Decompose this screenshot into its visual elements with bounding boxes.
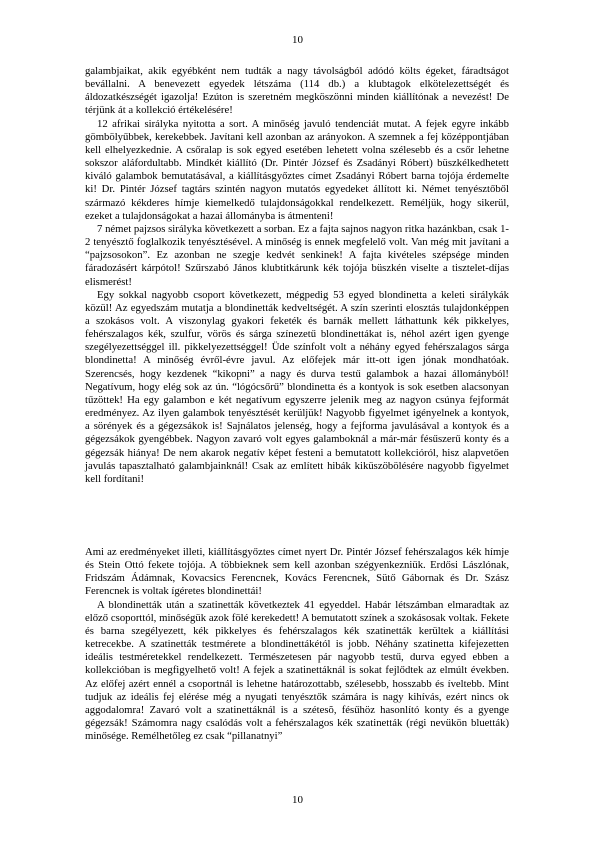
text-block-2 xyxy=(85,546,509,743)
page-number-bottom: 10 xyxy=(292,794,303,806)
paragraph: Egy sokkal nagyobb csoport következett, mégpedig 53 egyed blondinetta a keleti sirálykák közül! Az egyedszám mutatja a blondinetták kedveltségét. A szín szerinti elosztás tulajdonképpen a szokásos volt. A viszonylag gyakori feketék és barnák mellett láthattunk kék pikkelyes, fehérszalagos kék, szulfur, vörös és sárga színezetű blondinettákat is, néhol azért igen gyenge szegélyezettséggel ill. pikkelyezettséggel! Üde színfolt volt a néhány egyed fehérszalagos sárga blondinetta! A minőség évről-évre javul. Az előfejek már itt-ott igen jónak mondhatóak. Szerencsés, hogy kezdenek “kikopni” a nagy és durva testű galambok a hazai állományból! Negatívum, hogy elég sok az ún. “lógócsőrű” blondinetta és a kontyok is sok esetben alacsonyan tűzöttek! Ha egy galambon e két negatívum egyszerre jelenik meg az nagyon csúnya fejformát eredményez. Az ilyen galambok tenyésztését kerüljük! Nagyobb figyelmet igényelnek a kontyok, a sörények és a gégezsákok is! Sajnálatos jelenség, hogy a fejforma javulásával a kontyok és a gégezsákok gyengébbek. Nagyon zavaró volt egyes galamboknál a már-már fésűszerű konty és a gégezsák hiánya! De nem akarok negatív képet festeni a bemutatott kollekcióról, hisz alapvetően javulás tapasztalható galambjainknál! Csak az említett hibák kiküszöbölésére nagyobb figyelmet kell fordítani! xyxy=(85,288,509,485)
paragraph: A blondinetták után a szatinetták következtek 41 egyeddel. Habár létszámban elmaradtak az előző csoporttól, minőségük azok fölé kerekedett! A bemutatott színek a szokásosak voltak. Fekete és barna szegélyezett, kék pikkelyes és fehérszalagos kék szatinetták kerültek a kiállítási ketrecekbe. A szatinetták testmérete a blondinettákétól is jobb. Néhány szatinetta kifejezetten ideális testméretekkel rendelkezett. Természetesen pár nagyobb testű, durva egyed ebben a kollekcióban is megfigyelhető volt! A fejek a szatinettáknál is sokat fejlődtek az elmúlt években. Az előfej azért ennél a csoportnál is lehetne határozottabb, szélesebb, hosszabb és íveltebb. Mint tudjuk az ideális fej elérése még a nyugati tenyésztők számára is nagy kihívás, ezért nincs ok aggodalomra! Zavaró volt a szatinettáknál is a szétesõ, fésűhöz hasonlító konty és a gyenge gégezsák! Számomra nagy csalódás volt a fehérszalagos kék szatinetták (régi nevükön bluetták) minősége. Remélhetőleg ez csak “pillanatnyi” xyxy=(85,598,509,743)
text-block-1 xyxy=(85,65,509,486)
paragraph: galambjaikat, akik egyébként nem tudták a nagy távolságból adódó költs égeket, fáradtságot bevállalni. A benevezett egyedek létszáma (114 db.) a klubtagok elkötelezettségét és áldozatkészségét igazolja! Ezúton is szeretném megköszönni minden kiállítónak a nevezést! De térjünk át a kollekció értékelésére! xyxy=(85,65,509,117)
paragraph: 7 német pajzsos sirályka következett a sorban. Ez a fajta sajnos nagyon ritka hazánkban, csak 1-2 tenyésztő foglalkozik tenyésztésével. A minőség is ennek megfelelő volt. Van még mit javítani a “pajzsosokon”. Ez azonban ne szegje kedvét senkinek! A fajta kivételes szépsége minden fáradozásért kárpótol! Szűrszabó János klubtitkárunk kék tojója büszkén viselte a tisztelet-díjas elismerést! xyxy=(85,222,509,288)
paragraph: 12 afrikai sirályka nyitotta a sort. A minőség javuló tendenciát mutat. A fejek egyre inkább gömbölyűbbek, kerekebbek. Javítani kell azonban az arányokon. A szemnek a fej középpontjában kell elhelyezkednie. A csőralap is sok egyed esetében lehetett volna szélesebb és a csőr lehetne sokszor aláfordultabb. Mindkét kiállító (Dr. Pintér József és Zsadányi Róbert) büszkélkedhetett kiváló galambok bemutatásával, a kiállításgyőztes címet Zsadányi Róbert barna tojója érdemelte ki! Dr. Pintér József tagtárs szintén nagyon mutatós egyedeket állított ki. Német tenyésztőből származó kékderes hímje kiemelkedő tulajdonságokkal rendelkezett. Reméljük, hogy sikerül, ezeket a tulajdonságokat a hazai állományba is átmenteni! xyxy=(85,117,509,222)
page-number-top: 10 xyxy=(292,34,303,46)
paragraph: Ami az eredményeket illeti, kiállításgyőztes címet nyert Dr. Pintér József fehérszalagos kék hímje és Stein Ottó fekete tojója. A többieknek sem kell azonban szégyenkezniük. Erdősi Lászlónak, Fridszám Ádámnak, Kovacsics Ferencnek, Kovács Ferencnek, Sütő Gábornak és Dr. Szász Ferencnek is voltak ígéretes blondinettái! xyxy=(85,546,509,598)
